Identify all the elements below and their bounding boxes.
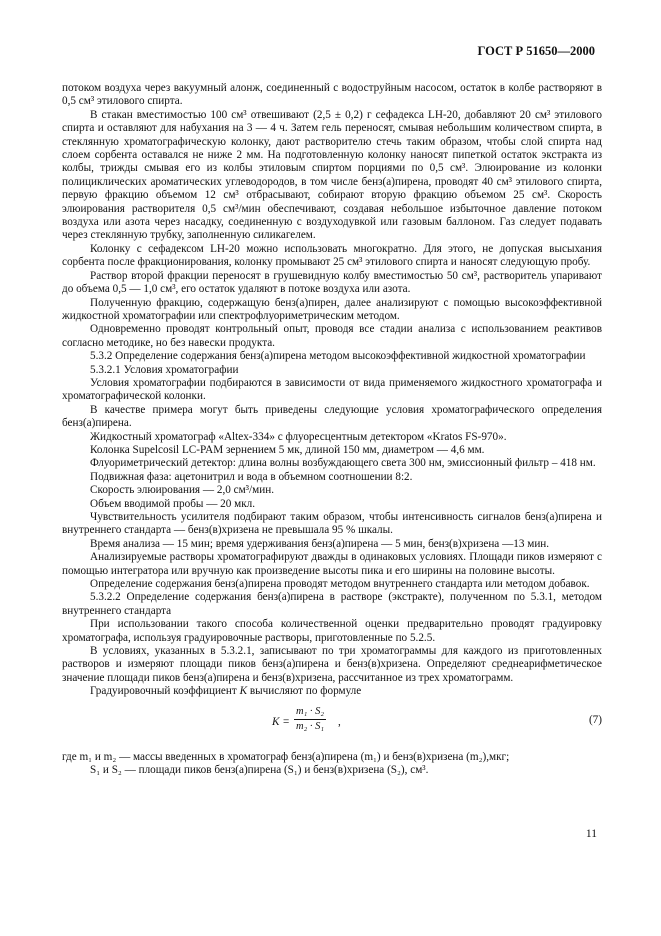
formula-intro: Градуировочный коэффициент K вычисляют по формуле bbox=[90, 685, 362, 698]
paragraph: Подвижная фаза: ацетонитрил и вода в объемном соотношении 8:2. bbox=[90, 470, 413, 483]
paragraph: Чувствительность усилителя подбирают таким образом, чтобы интенсивность сигналов бенз(а)пирена и внутреннего стандарта — бенз(в)хризена не превышала 95 % шкалы. bbox=[62, 511, 602, 537]
paragraph: Скорость элюирования — 2,0 см³/мин. bbox=[90, 484, 274, 497]
paragraph: Объем вводимой пробы — 20 мкл. bbox=[90, 497, 256, 510]
paragraph: Колонка Supelcosil LC-PAM зернением 5 мк, длиной 150 мм, диаметром — 4,6 мм. bbox=[90, 443, 485, 456]
where-line: где m₁ и m₂ — массы введенных в хроматограф бенз(а)пирена (m₁) и бенз(в)хризена (m₂),мкг; bbox=[62, 750, 510, 763]
paragraph: Колонку с сефадексом LH-20 можно использовать многократно. Для этого, не допуская высыхания сорбента после фракционирования, колонку промывают 25 см³ этилового спирта и наносят следующую пробу. bbox=[62, 242, 602, 269]
paragraph: Определение содержания бенз(а)пирена проводят методом внутреннего стандарта или методом добавок. bbox=[90, 578, 590, 591]
formula-comma: , bbox=[338, 715, 341, 728]
formula-numerator: m₁ · S₂ bbox=[294, 705, 326, 720]
formula-7 bbox=[62, 703, 602, 745]
where-line: S₁ и S₂ — площади пиков бенз(а)пирена (S₁) и бенз(в)хризена (S₂), см³. bbox=[90, 764, 429, 777]
paragraph: Полученную фракцию, содержащую бенз(а)пирен, далее анализируют с помощью высокоэффективной жидкостной хроматографии или спектрофлуориметрическим методом. bbox=[62, 296, 602, 322]
paragraph: В качестве примера могут быть приведены следующие условия хроматографического определения бенз(а)пирена. bbox=[62, 403, 602, 430]
paragraph: потоком воздуха через вакуумный алонж, соединенный с водоструйным насосом, остаток в колбе растворяют в 0,5 см³ этилового спирта. bbox=[62, 82, 602, 108]
equation-number: (7) bbox=[588, 713, 602, 726]
formula-lhs: K = bbox=[272, 715, 290, 728]
page-number: 11 bbox=[585, 828, 597, 840]
formula-denominator: m₂ · S₁ bbox=[296, 720, 325, 732]
paragraph: Одновременно проводят контрольный опыт, проводя все стадии анализа с использованием реактивов согласно методике, но без навески продукта. bbox=[62, 323, 602, 349]
paragraph: Анализируемые растворы хроматографируют дважды в одинаковых условиях. Площади пиков измеряют с помощью интегратора или вручную как произведение высоты пика и его ширины на половине высоты. bbox=[62, 551, 602, 577]
subsection-heading: 5.3.2.2 Определение содержания бенз(а)пирена в растворе (экстракте), полученном по 5.3.1, методом внутреннего стандарта bbox=[62, 591, 602, 617]
paragraph: В стакан вместимостью 100 см³ отвешивают (2,5 ± 0,2) г сефадекса LH-20, добавляют 20 см³ этилового спирта и оставляют для набухания на 3 — 4 ч. Затем гель переносят, смывая небольшим количеством спирта, в стеклянную хроматографическую колонку, дают растворителю стечь таким образом, чтобы слой спирта над слоем сорбента оставался не ниже 2 мм. На подготовленную колонку наносят пипеткой остаток экстракта из колбы, трижды смывая его из колбы этиловым спиртом порциями по 0,5 см³. Элюирование из колонки полициклических ароматических углеводородов, в том числе бенз(а)пирена, проводят 40 см³ этилового спирта, первую фракцию объемом 12 см³ отбрасывают, собирают вторую фракцию объемом 25 см³. Скорость элюирования растворителя 0,5 см³/мин обеспечивают, создавая небольшое избыточное давление потоком воздуха или азота через насадку, соединенную с воздуходувкой или газовым баллоном. Газ следует подавать через стеклянную трубку, заполненную силикагелем. bbox=[62, 108, 602, 242]
section-heading: 5.3.2 Определение содержания бенз(а)пирена методом высокоэффективной жидкостной хроматографии bbox=[90, 350, 586, 363]
document-header: ГОСТ Р 51650—2000 bbox=[477, 44, 595, 58]
paragraph: Время анализа — 15 мин; время удерживания бенз(а)пирена — 5 мин, бенз(в)хризена —13 мин. bbox=[90, 537, 550, 550]
document-body bbox=[62, 82, 602, 778]
subsection-heading: 5.3.2.1 Условия хроматографии bbox=[90, 363, 239, 376]
paragraph: Условия хроматографии подбираются в зависимости от вида применяемого жидкостного хроматографа и хроматографической колонки. bbox=[62, 376, 602, 403]
paragraph: При использовании такого способа количественной оценки предварительно проводят градуировку хроматографа, используя градуировочные растворы, приготовленные по 5.2.5. bbox=[62, 618, 602, 644]
paragraph: Жидкостный хроматограф «Altex-334» с флуоресцентным детектором «Kratos FS-970». bbox=[90, 430, 507, 443]
paragraph: Раствор второй фракции переносят в грушевидную колбу вместимостью 50 см³, растворитель упаривают до объема 0,5 — 1,0 см³, его остаток удаляют в потоке воздуха или азота. bbox=[62, 269, 602, 296]
paragraph: Флуориметрический детектор: длина волны возбуждающего света 300 нм, эмиссионный фильтр – 418 нм. bbox=[90, 457, 596, 470]
formula-fraction bbox=[294, 705, 326, 734]
paragraph: В условиях, указанных в 5.3.2.1, записывают по три хроматограммы для каждого из приготовленных растворов и измеряют площади пиков бенз(а)пирена и бенз(в)хризена. Определяют среднеарифметическое значение площади пиков бенз(а)пирена и бенз(в)хризена, рассчитанное из трех хроматограмм. bbox=[62, 645, 602, 684]
